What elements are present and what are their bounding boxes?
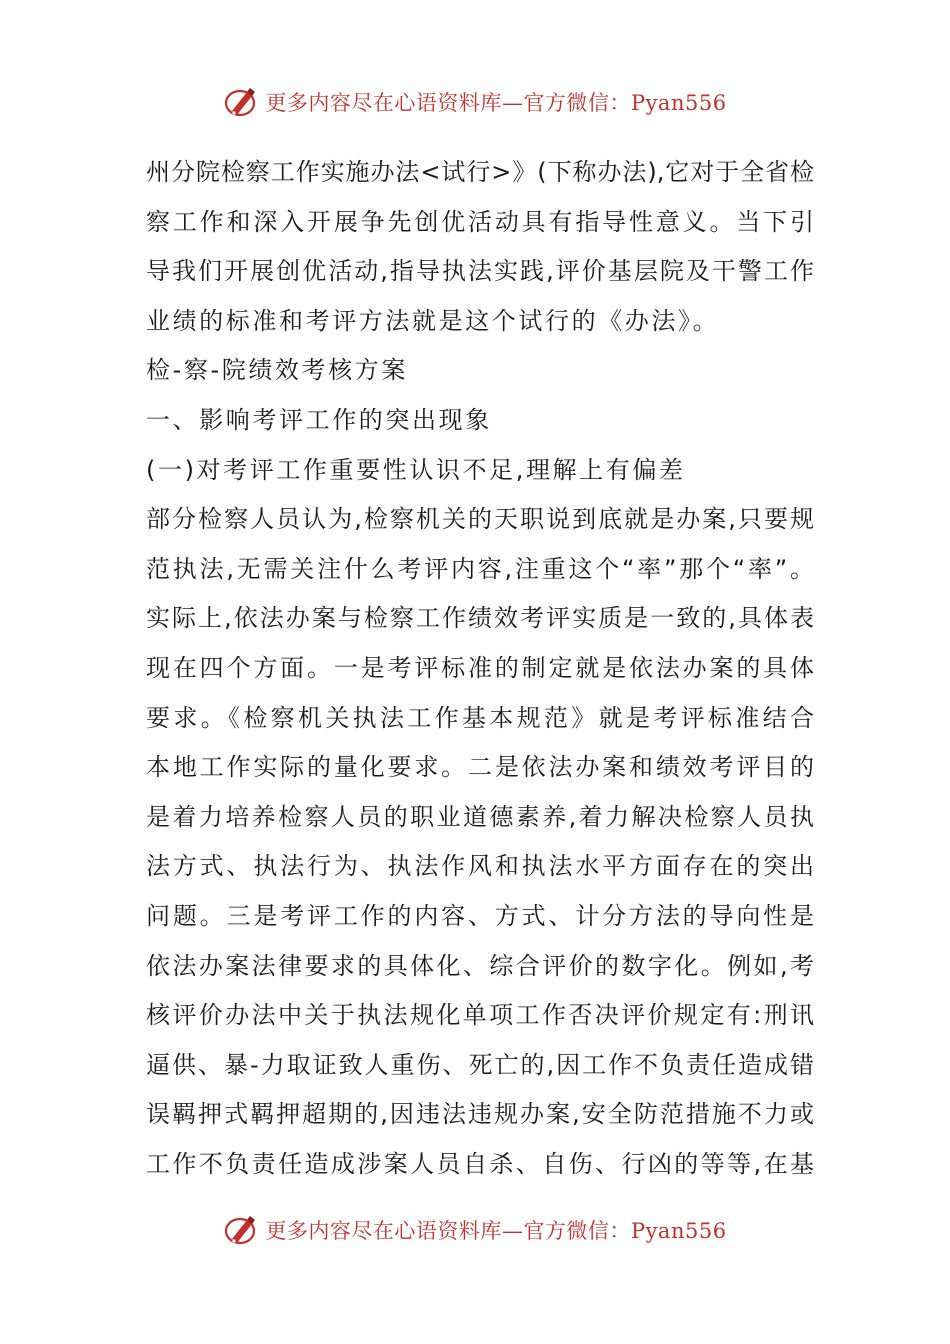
banner-tail-text: 官方微信： <box>523 1219 631 1243</box>
banner-dash: — <box>501 91 524 115</box>
body-text-line: 依法办案法律要求的具体化、综合评价的数字化。例如,考 <box>146 951 814 980</box>
body-text-line: 部分检察人员认为,检察机关的天职说到底就是办案,只要规 <box>146 505 814 534</box>
footer-banner <box>0 1208 950 1252</box>
body-text-line: 检-察-院绩效考核方案 <box>146 356 408 385</box>
banner-text <box>265 87 726 117</box>
body-text-line: 现在四个方面。一是考评标准的制定就是依法办案的具体 <box>146 653 814 682</box>
body-text-line: 一、影响考评工作的突出现象 <box>146 405 492 434</box>
body-text-line: 误羁押式羁押超期的,因违法违规办案,安全防范措施不力或 <box>146 1100 814 1129</box>
document-body <box>146 148 814 1189</box>
banner-wechat-id: Pyan556 <box>630 91 727 115</box>
body-text-line: 工作不负责任造成涉案人员自杀、自伤、行凶的等等,在基 <box>146 1149 814 1178</box>
body-text-line: 州分院检察工作实施办法<试行>》(下称办法),它对于全省检 <box>146 158 814 186</box>
body-text-line: 范执法,无需关注什么考评内容,注重这个“率”那个“率”。 <box>146 554 814 583</box>
body-text-line: 业绩的标准和考评方法就是这个试行的《办法》。 <box>146 306 720 335</box>
body-text-line: 要求。《检察机关执法工作基本规范》就是考评标准结合 <box>146 703 814 732</box>
banner-main-text: 更多内容尽在心语资料库 <box>265 91 502 115</box>
banner-main-text: 更多内容尽在心语资料库 <box>265 1219 502 1243</box>
body-text-line: 察工作和深入开展争先创优活动具有指导性意义。当下引 <box>146 207 814 236</box>
pen-logo-icon <box>223 1212 259 1248</box>
body-text-line: 导我们开展创优活动,指导执法实践,评价基层院及干警工作 <box>146 257 814 286</box>
body-text-line: 问题。三是考评工作的内容、方式、计分方法的导向性是 <box>146 901 814 930</box>
body-text-line: 核评价办法中关于执法规化单项工作否决评价规定有:刑讯 <box>146 1001 814 1030</box>
banner-tail-text: 官方微信： <box>523 91 631 115</box>
body-text-line: 是着力培养检察人员的职业道德素养,着力解决检察人员执 <box>146 802 814 831</box>
body-text-line: 法方式、执法行为、执法作风和执法水平方面存在的突出 <box>146 852 814 881</box>
body-text-line: 逼供、暴-力取证致人重伤、死亡的,因工作不负责任造成错 <box>146 1050 814 1079</box>
header-banner <box>0 80 950 124</box>
banner-dash: — <box>501 1219 524 1243</box>
banner-text <box>265 1215 726 1245</box>
banner-wechat-id: Pyan556 <box>630 1219 727 1243</box>
pen-logo-icon <box>223 84 259 120</box>
body-text-line: 实际上,依法办案与检察工作绩效考评实质是一致的,具体表 <box>146 604 814 633</box>
body-text-line: 本地工作实际的量化要求。二是依法办案和绩效考评目的 <box>146 753 814 782</box>
body-text-line: (一)对考评工作重要性认识不足,理解上有偏差 <box>146 455 686 484</box>
